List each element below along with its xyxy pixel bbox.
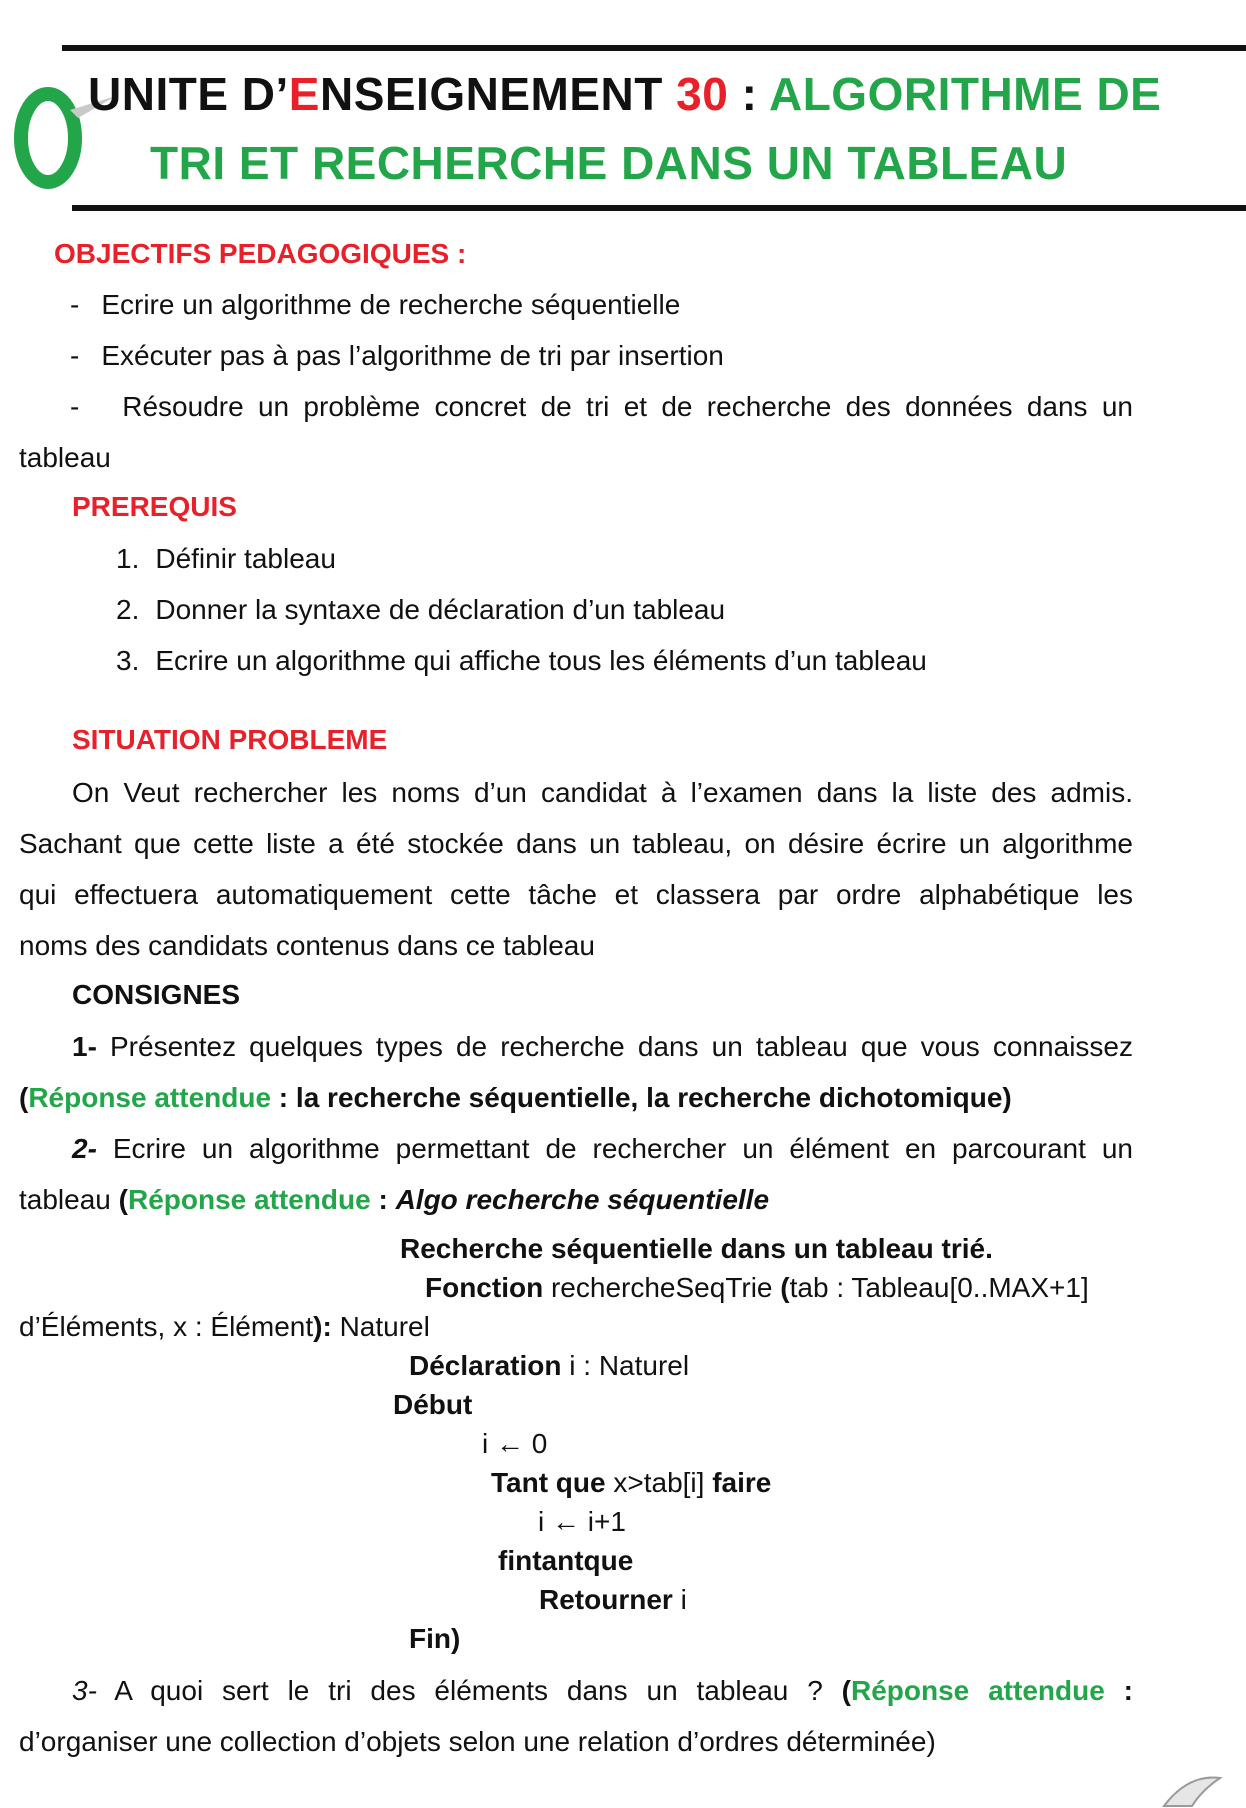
page-title-line1: UNITE D’ENSEIGNEMENT 30 : ALGORITHME DE	[88, 68, 1162, 120]
algo-debut: Début	[393, 1389, 473, 1420]
algo-declaration: Déclaration i : Naturel	[409, 1350, 690, 1381]
objectifs-heading: OBJECTIFS PEDAGOGIQUES :	[54, 238, 467, 269]
header-bottom-rule	[72, 205, 1246, 211]
prerequis-heading: PREREQUIS	[72, 491, 237, 522]
algo-title: Recherche séquentielle dans un tableau trié.	[400, 1233, 993, 1264]
objectif-item: - Exécuter pas à pas l’algorithme de tri par insertion	[70, 340, 724, 371]
consigne-q2-answer: tableau (Réponse attendue : Algo recherche séquentielle	[19, 1184, 770, 1215]
header-top-rule	[62, 45, 1246, 51]
algo-assign-init: i ← 0	[482, 1428, 548, 1459]
situation-line: qui effectuera automatiquement cette tâche et classera par ordre alphabétique les	[19, 879, 1133, 910]
situation-line: noms des candidats contenus dans ce tableau	[19, 930, 595, 961]
objectif-item-continuation: tableau	[19, 442, 111, 473]
situation-line: On Veut rechercher les noms d’un candidat à l’examen dans la liste des admis.	[72, 777, 1133, 808]
algo-retourner: Retourner i	[539, 1584, 687, 1615]
algo-fonction-line2: d’Éléments, x : Élément): Naturel	[19, 1311, 430, 1342]
page-title-line2: TRI ET RECHERCHE DANS UN TABLEAU	[150, 137, 1068, 189]
consigne-q1-answer: (Réponse attendue : la recherche séquentielle, la recherche dichotomique)	[19, 1082, 1012, 1113]
algo-tantque: Tant que x>tab[i] faire	[491, 1467, 772, 1498]
prerequis-item: 3. Ecrire un algorithme qui affiche tous les éléments d’un tableau	[116, 645, 927, 676]
objectif-item: - Résoudre un problème concret de tri et de recherche des données dans un	[70, 391, 1133, 422]
consigne-q2: 2- Ecrire un algorithme permettant de rechercher un élément en parcourant un	[72, 1133, 1133, 1164]
algo-fonction-line: Fonction rechercheSeqTrie (tab : Tableau[0..MAX+1]	[425, 1272, 1089, 1303]
algo-fintantque: fintantque	[498, 1545, 634, 1576]
consigne-q3-answer: d’organiser une collection d’objets selon une relation d’ordres déterminée)	[19, 1726, 936, 1757]
logo-letter: 0	[48, 143, 50, 145]
unit-number: 30	[676, 68, 729, 120]
algo-assign-incr: i ← i+1	[538, 1506, 626, 1537]
situation-heading: SITUATION PROBLEME	[72, 724, 388, 755]
consigne-q3: 3- A quoi sert le tri des éléments dans un tableau ? (Réponse attendue :	[72, 1675, 1133, 1706]
page-curl-icon	[1158, 1772, 1224, 1808]
prerequis-item: 1. Définir tableau	[116, 543, 336, 574]
algo-fin: Fin)	[409, 1623, 461, 1654]
consigne-q1: 1- Présentez quelques types de recherche dans un tableau que vous connaissez	[72, 1031, 1133, 1062]
consignes-heading: CONSIGNES	[72, 979, 241, 1010]
situation-line: Sachant que cette liste a été stockée dans un tableau, on désire écrire un algorithme	[19, 828, 1133, 859]
objectif-item: - Ecrire un algorithme de recherche séquentielle	[70, 289, 681, 320]
prerequis-item: 2. Donner la syntaxe de déclaration d’un tableau	[116, 594, 726, 625]
